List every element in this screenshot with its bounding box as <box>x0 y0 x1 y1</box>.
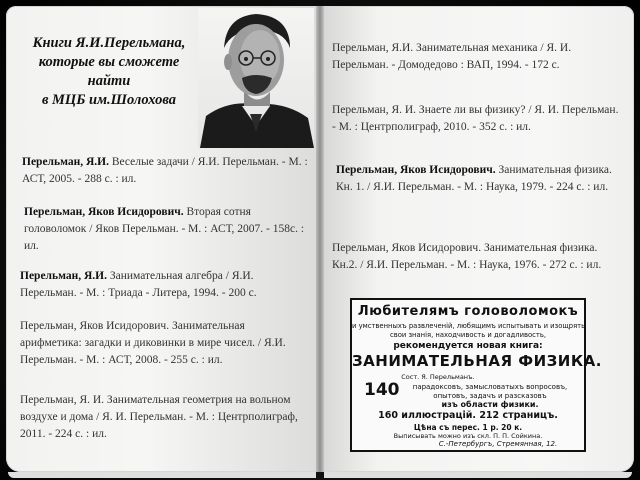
book-entry-8 <box>336 162 622 196</box>
ad-top-line: Любителямъ головоломокъ <box>357 304 579 319</box>
ad-order: Выписывать можно изъ скл. П. П. Сойкина. <box>393 432 543 440</box>
entry-author: Перельман, Я.И. <box>22 156 109 168</box>
entry-text: Перельман, Яков Исидорович. Занимательная арифметика: загадки и диковинки в мире чисел. / Я.И. Перельман. - М. : АСТ, 2008. - 255 с. : ил. <box>20 320 286 366</box>
ad-desc-3: изъ области физики. <box>441 400 539 409</box>
book-spine <box>316 6 324 472</box>
ad-desc-1: парадоксовъ, замысловатыхъ вопросовъ, <box>412 383 568 391</box>
entry-text: Занимательная алгебра / Я.И. Перельман. - М. : Триада - Литера, 1994. - 200 с. <box>20 270 257 299</box>
heading-line-2: которые вы сможете найти <box>38 54 180 89</box>
portrait-photo <box>198 8 314 148</box>
ad-illustrations: 160 иллюстрацій. 212 страницъ. <box>378 410 558 421</box>
page-heading <box>24 34 194 110</box>
book-entry-2 <box>24 204 310 255</box>
book-entry-1 <box>22 154 308 188</box>
ad-number: 140 <box>364 380 400 400</box>
entry-text: Веселые задачи / Я.И. Перельман. - М. : АСТ, 2005. - 288 с. : ил. <box>22 156 308 185</box>
book-entry-9 <box>332 240 622 274</box>
entry-author: Перельман, Яков Исидорович. <box>336 164 496 176</box>
book-entry-7 <box>332 102 622 136</box>
book-advertisement <box>350 298 602 452</box>
portrait-icon <box>198 8 314 148</box>
book-entry-3 <box>20 268 306 302</box>
ad-address: С.-Петербургъ, Стремянная, 12. <box>438 440 558 448</box>
entry-text: Перельман, Я.И. Занимательная механика / Я. И. Перельман. - Домодедово : ВАП, 1994. - 172 с. <box>332 42 572 71</box>
heading-line-1: Книги Я.И.Перельмана, <box>32 35 186 51</box>
heading-line-3: в МЦБ им.Шолохова <box>41 92 177 108</box>
ad-sub-line-1: и умственныхъ развлеченій, любящимъ испытывать и изощрять <box>352 322 586 330</box>
ad-recommend: рекомендуется новая книга: <box>393 341 543 351</box>
right-page-edge <box>324 472 632 478</box>
entry-text: Перельман, Яков Исидорович. Занимательная физика. Кн.2. / Я.И. Перельман. - М. : Наука, 1976. - 272 с. : ил. <box>332 242 602 271</box>
ad-price: Цѣна съ перес. 1 р. 20 к. <box>413 423 523 432</box>
entry-text: Вторая сотня головоломок / Яков Перельман. - М. : АСТ, 2007. - 158с. : ил. <box>24 206 305 252</box>
entry-text: Перельман, Я. И. Занимательная геометрия на вольном воздухе и дома / Я. И. Перельман. - М. : Центрполиграф, 2011. - 224 с. : ил. <box>20 394 298 440</box>
book-entry-6 <box>332 40 622 74</box>
book-entry-5 <box>20 392 308 443</box>
entry-author: Перельман, Яков Исидорович. <box>24 206 184 218</box>
ad-desc-2: опытовъ, задачъ и разсказовъ <box>433 392 547 400</box>
entry-text: Занимательная физика. Кн. 1. / Я.И. Перельман. - М. : Наука, 1979. - 224 с. : ил. <box>336 164 612 193</box>
entry-author: Перельман, Я.И. <box>20 270 107 282</box>
entry-text: Перельман, Я. И. Знаете ли вы физику? / Я. И. Перельман. - М. : Центрполиграф, 2010. - 352 с. : ил. <box>332 104 619 133</box>
ad-sub-line-2: свои знанія, находчивость и догадливость, <box>389 331 547 339</box>
book-entry-4 <box>20 318 308 369</box>
ad-title: ЗАНИМАТЕЛЬНАЯ ФИЗИКА. <box>352 352 602 370</box>
ad-author: Сост. Я. Перельманъ. <box>401 373 475 381</box>
left-page-edge <box>8 472 316 478</box>
